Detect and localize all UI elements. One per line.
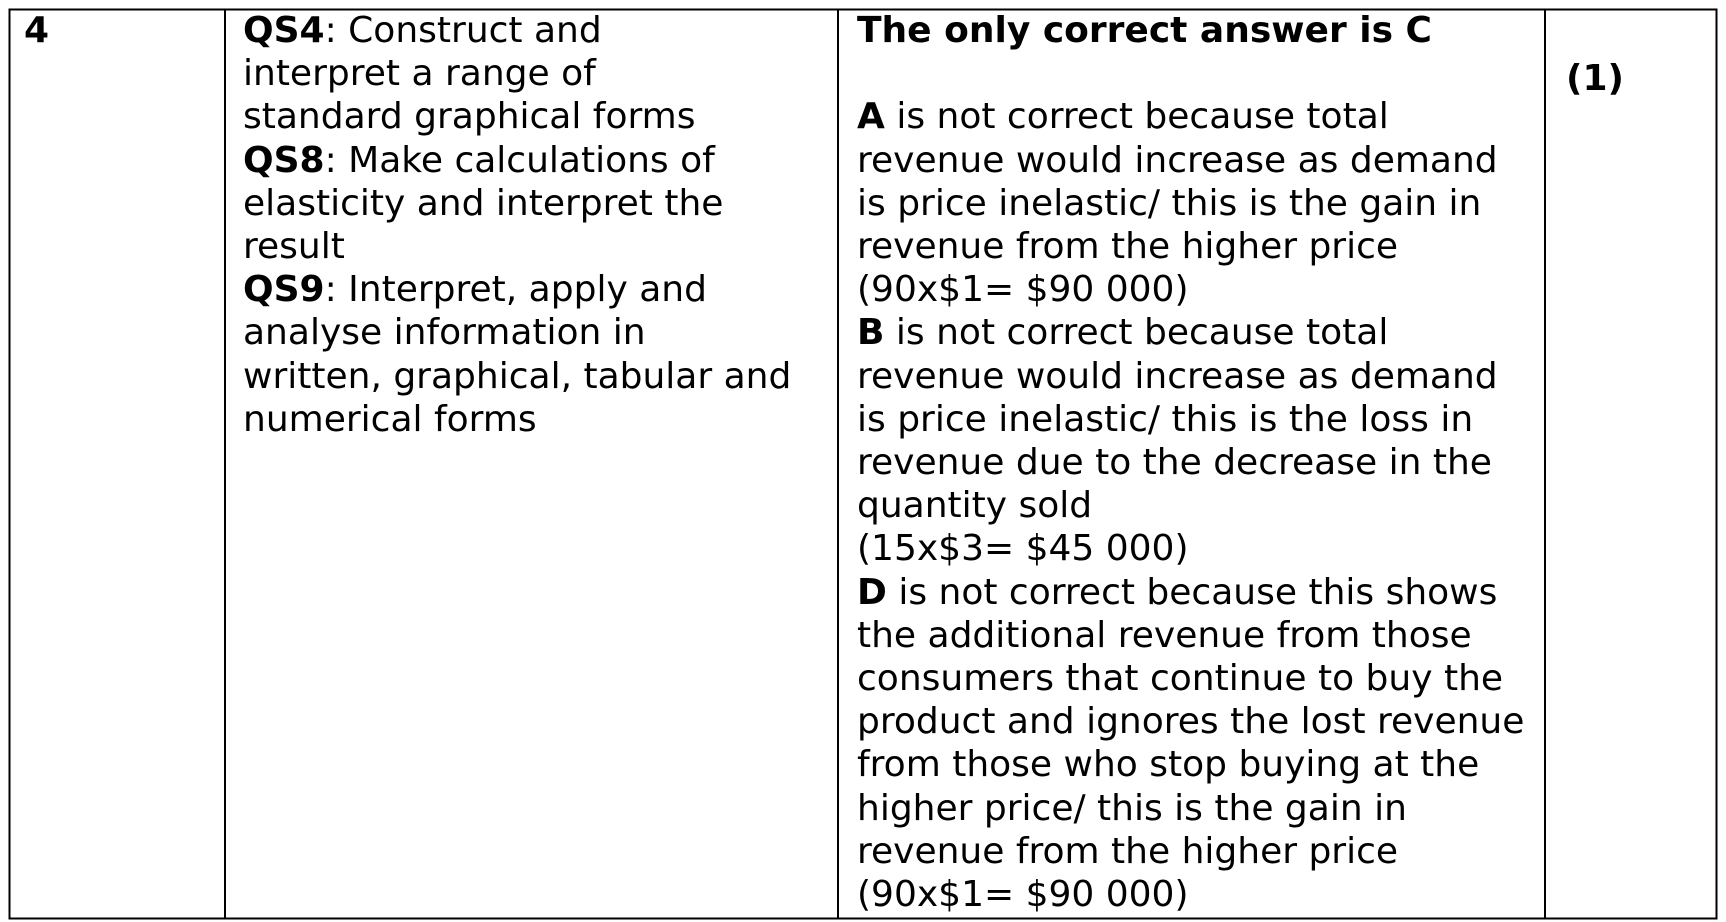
question-number: 4 [24, 10, 50, 51]
answer-heading: The only correct answer is C [857, 10, 1432, 51]
skill-line: written, graphical, tabular and [243, 355, 792, 397]
skill-item [243, 9, 833, 139]
option-text: is not correct because this shows [886, 571, 1498, 613]
skill-code: QS4 [243, 10, 325, 51]
skill-line: elasticity and interpret the [243, 182, 724, 224]
option-letter: A [857, 96, 885, 138]
option-line: revenue would increase as demand [857, 139, 1498, 181]
skill-line: standard graphical forms [243, 96, 696, 138]
option-line: consumers that continue to buy the [857, 658, 1504, 700]
skill-line: interpret a range of [243, 53, 596, 95]
option-line: higher price/ this is the gain in [857, 787, 1407, 829]
skill-text: : Construct and [324, 10, 602, 51]
skill-text: : Interpret, apply and [324, 269, 707, 311]
skill-line: result [243, 226, 345, 268]
option-text: is not correct because total [884, 96, 1389, 138]
option-letter: D [857, 571, 887, 613]
option-line: product and ignores the lost revenue [857, 701, 1525, 743]
skill-line: analyse information in [243, 312, 646, 354]
answer-cell [857, 9, 1537, 916]
option-letter: B [857, 312, 885, 354]
question-number-cell [24, 9, 49, 52]
skill-code: QS9 [243, 269, 325, 311]
option-line: revenue would increase as demand [857, 355, 1498, 397]
skill-code: QS8 [243, 139, 325, 181]
option-line: (15x$3= $45 000) [857, 528, 1189, 570]
option-line: the additional revenue from those [857, 614, 1472, 656]
answer-option [857, 311, 1537, 570]
option-line: is price inelastic/ this is the gain in [857, 182, 1482, 224]
option-line: revenue from the higher price [857, 226, 1399, 267]
mark-value: (1) [1566, 58, 1624, 99]
answer-option [857, 95, 1537, 311]
skill-text: : Make calculations of [324, 139, 715, 181]
skill-item [243, 268, 833, 441]
option-line: revenue due to the decrease in the [857, 442, 1492, 484]
option-line: (90x$1= $90 000) [857, 269, 1189, 311]
answer-option [857, 571, 1537, 917]
skills-cell [243, 9, 833, 441]
option-line: revenue from the higher price [857, 830, 1399, 872]
option-line: (90x$1= $90 000) [857, 874, 1189, 916]
skill-line: numerical forms [243, 398, 537, 440]
skill-item [243, 139, 833, 269]
option-text: is not correct because total [884, 312, 1389, 354]
mark-cell [1566, 57, 1624, 100]
option-line: quantity sold [857, 485, 1093, 527]
spacer [857, 52, 1537, 95]
option-line: is price inelastic/ this is the loss in [857, 398, 1474, 440]
option-line: from those who stop buying at the [857, 744, 1480, 786]
